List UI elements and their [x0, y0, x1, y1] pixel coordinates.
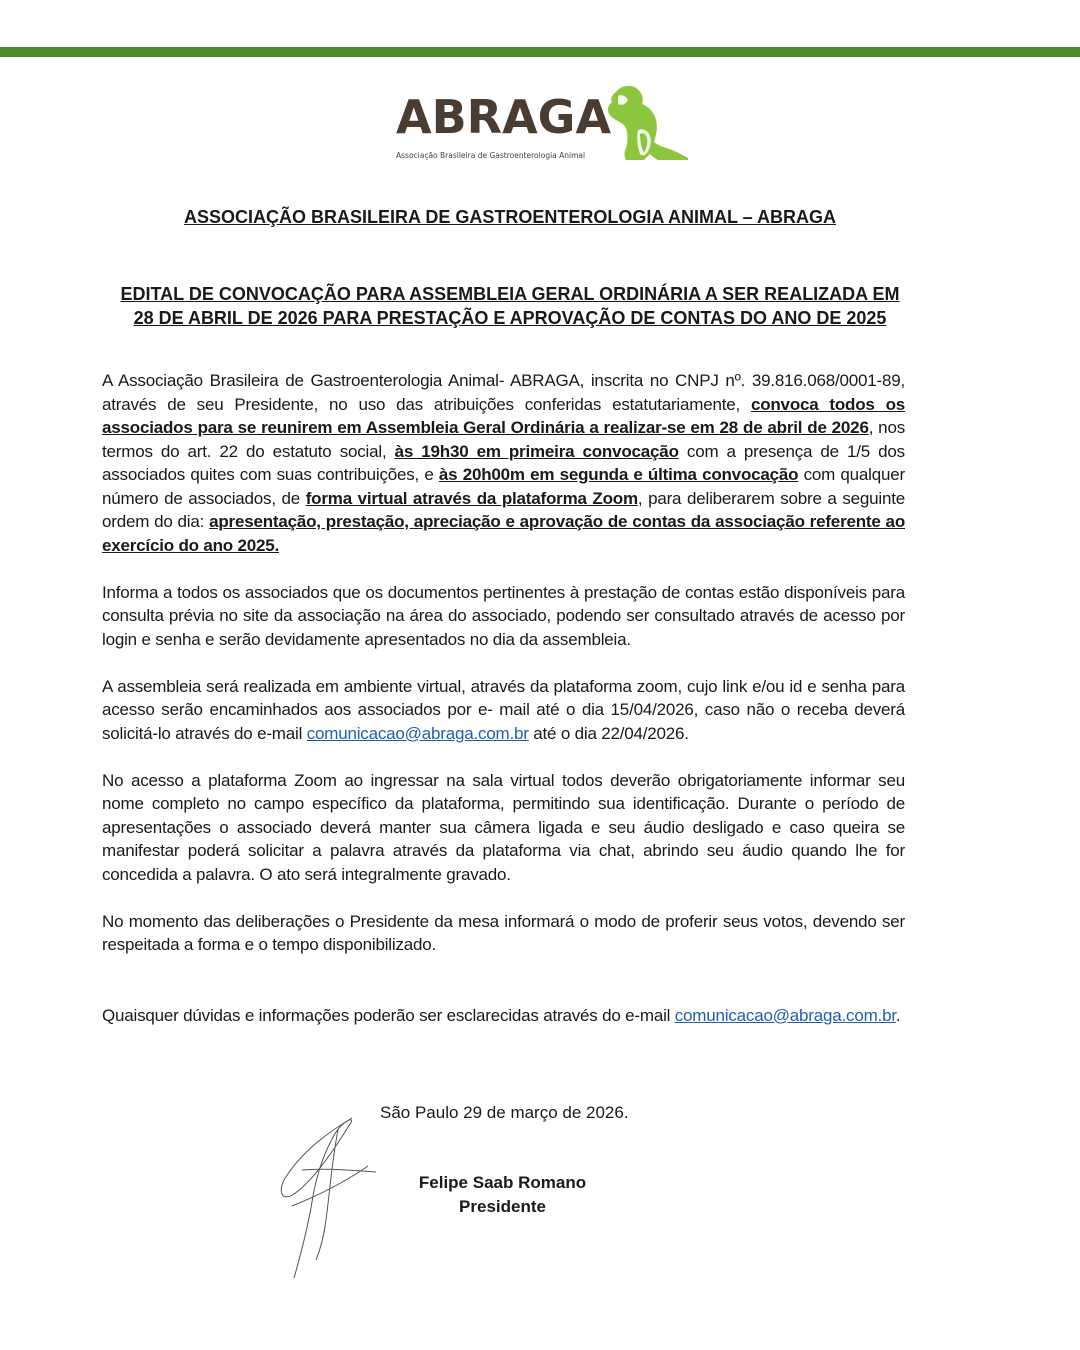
text-run: A assembleia será realizada em ambiente virtual, através da plataforma zoom, cujo link e/ou id e senha para acesso serão encaminhados aos associados por e- mail até o dia 15/04/2026, caso não o receba deverá solicitá-lo através do e-mail [102, 676, 905, 743]
dog-cat-icon [598, 84, 690, 164]
title-line-2: 28 DE ABRIL DE 2026 PARA PRESTAÇÃO E APROVAÇÃO DE CONTAS DO ANO DE 2025 [133, 308, 887, 328]
document-title [100, 282, 920, 330]
document-body [102, 369, 905, 1027]
text-run: com a presença de 1/5 dos associados quites com suas contribuições, e [102, 441, 905, 484]
emphasis-run: às 20h00m em segunda e última convocação [438, 465, 799, 484]
title-line-1: EDITAL DE CONVOCAÇÃO PARA ASSEMBLEIA GERAL ORDINÁRIA A SER REALIZADA EM [120, 284, 900, 304]
text-run: . [895, 1005, 901, 1025]
signer-role: Presidente [459, 1197, 546, 1216]
logo-wordmark: ABRAGA [396, 90, 612, 144]
paragraph-deliberations: No momento das deliberações o Presidente da mesa informará o modo de proferir seus votos, devendo ser respeitada a forma e o tempo disponibilizado. [102, 911, 905, 954]
text-run: A Associação Brasileira de Gastroenterologia Animal- ABRAGA, inscrita no CNPJ nº. 39.816.068/0001-89, através de seu Presidente, no uso das atribuições conferidas estatutariamente, [102, 371, 905, 414]
text-run: até o dia 22/04/2026. [528, 723, 689, 743]
text-run: , para deliberarem sobre a seguinte ordem do dia: [102, 488, 906, 531]
paragraph-zoom-access: No acesso a plataforma Zoom ao ingressar na sala virtual todos deverão obrigatoriamente informar seu nome completo no campo específico da plataforma, permitindo sua identificação. Durante o período de apresentações o associado deverá manter sua câmera ligada e seu áudio desligado e caso queira se manifestar poderá solicitar a palavra através da plataforma via chat, abrindo seu áudio quando lhe for concedida a palavra. O ato será integralmente gravado. [102, 770, 905, 884]
text-run: Quaisquer dúvidas e informações poderão ser esclarecidas através do e-mail [102, 1005, 675, 1025]
emphasis-run: apresentação, prestação, apreciação e aprovação de contas da associação referente ao exercício do ano 2025. [102, 512, 905, 555]
signature-scribble [272, 1110, 382, 1285]
email-link[interactable]: comunicacao@abraga.com.br [306, 723, 529, 743]
org-heading: ASSOCIAÇÃO BRASILEIRA DE GASTROENTEROLOGIA ANIMAL – ABRAGA [183, 207, 837, 227]
text-run: com qualquer número de associados, de [102, 465, 905, 508]
abraga-logo [394, 84, 690, 166]
paragraph-convocation [102, 369, 905, 557]
paragraph-virtual-assembly [102, 675, 905, 746]
signer-name: Felipe Saab Romano [418, 1173, 587, 1192]
paragraph-documents: Informa a todos os associados que os documentos pertinentes à prestação de contas estão disponíveis para consulta prévia no site da associação na área do associado, podendo ser consultado através de acesso por login e senha e serão devidamente apresentados no dia da assembleia. [102, 582, 905, 649]
emphasis-run: às 19h30 em primeira convocação [394, 441, 679, 461]
text-run: , nos termos do art. 22 do estatuto social, [102, 418, 905, 461]
date-line: São Paulo 29 de março de 2026. [380, 1103, 629, 1122]
paragraph-contact [102, 1004, 905, 1028]
contact-email-link[interactable]: comunicacao@abraga.com.br [674, 1005, 896, 1025]
logo-tagline: Associação Brasileira de Gastroenterologia Animal [396, 151, 586, 160]
emphasis-run: convoca todos os associados para se reunirem em Assembleia Geral Ordinária a realizar-se em 28 de abril de 2026 [102, 394, 906, 437]
emphasis-run: forma virtual através da plataforma Zoom [305, 488, 638, 508]
top-accent-bar [0, 47, 1080, 57]
